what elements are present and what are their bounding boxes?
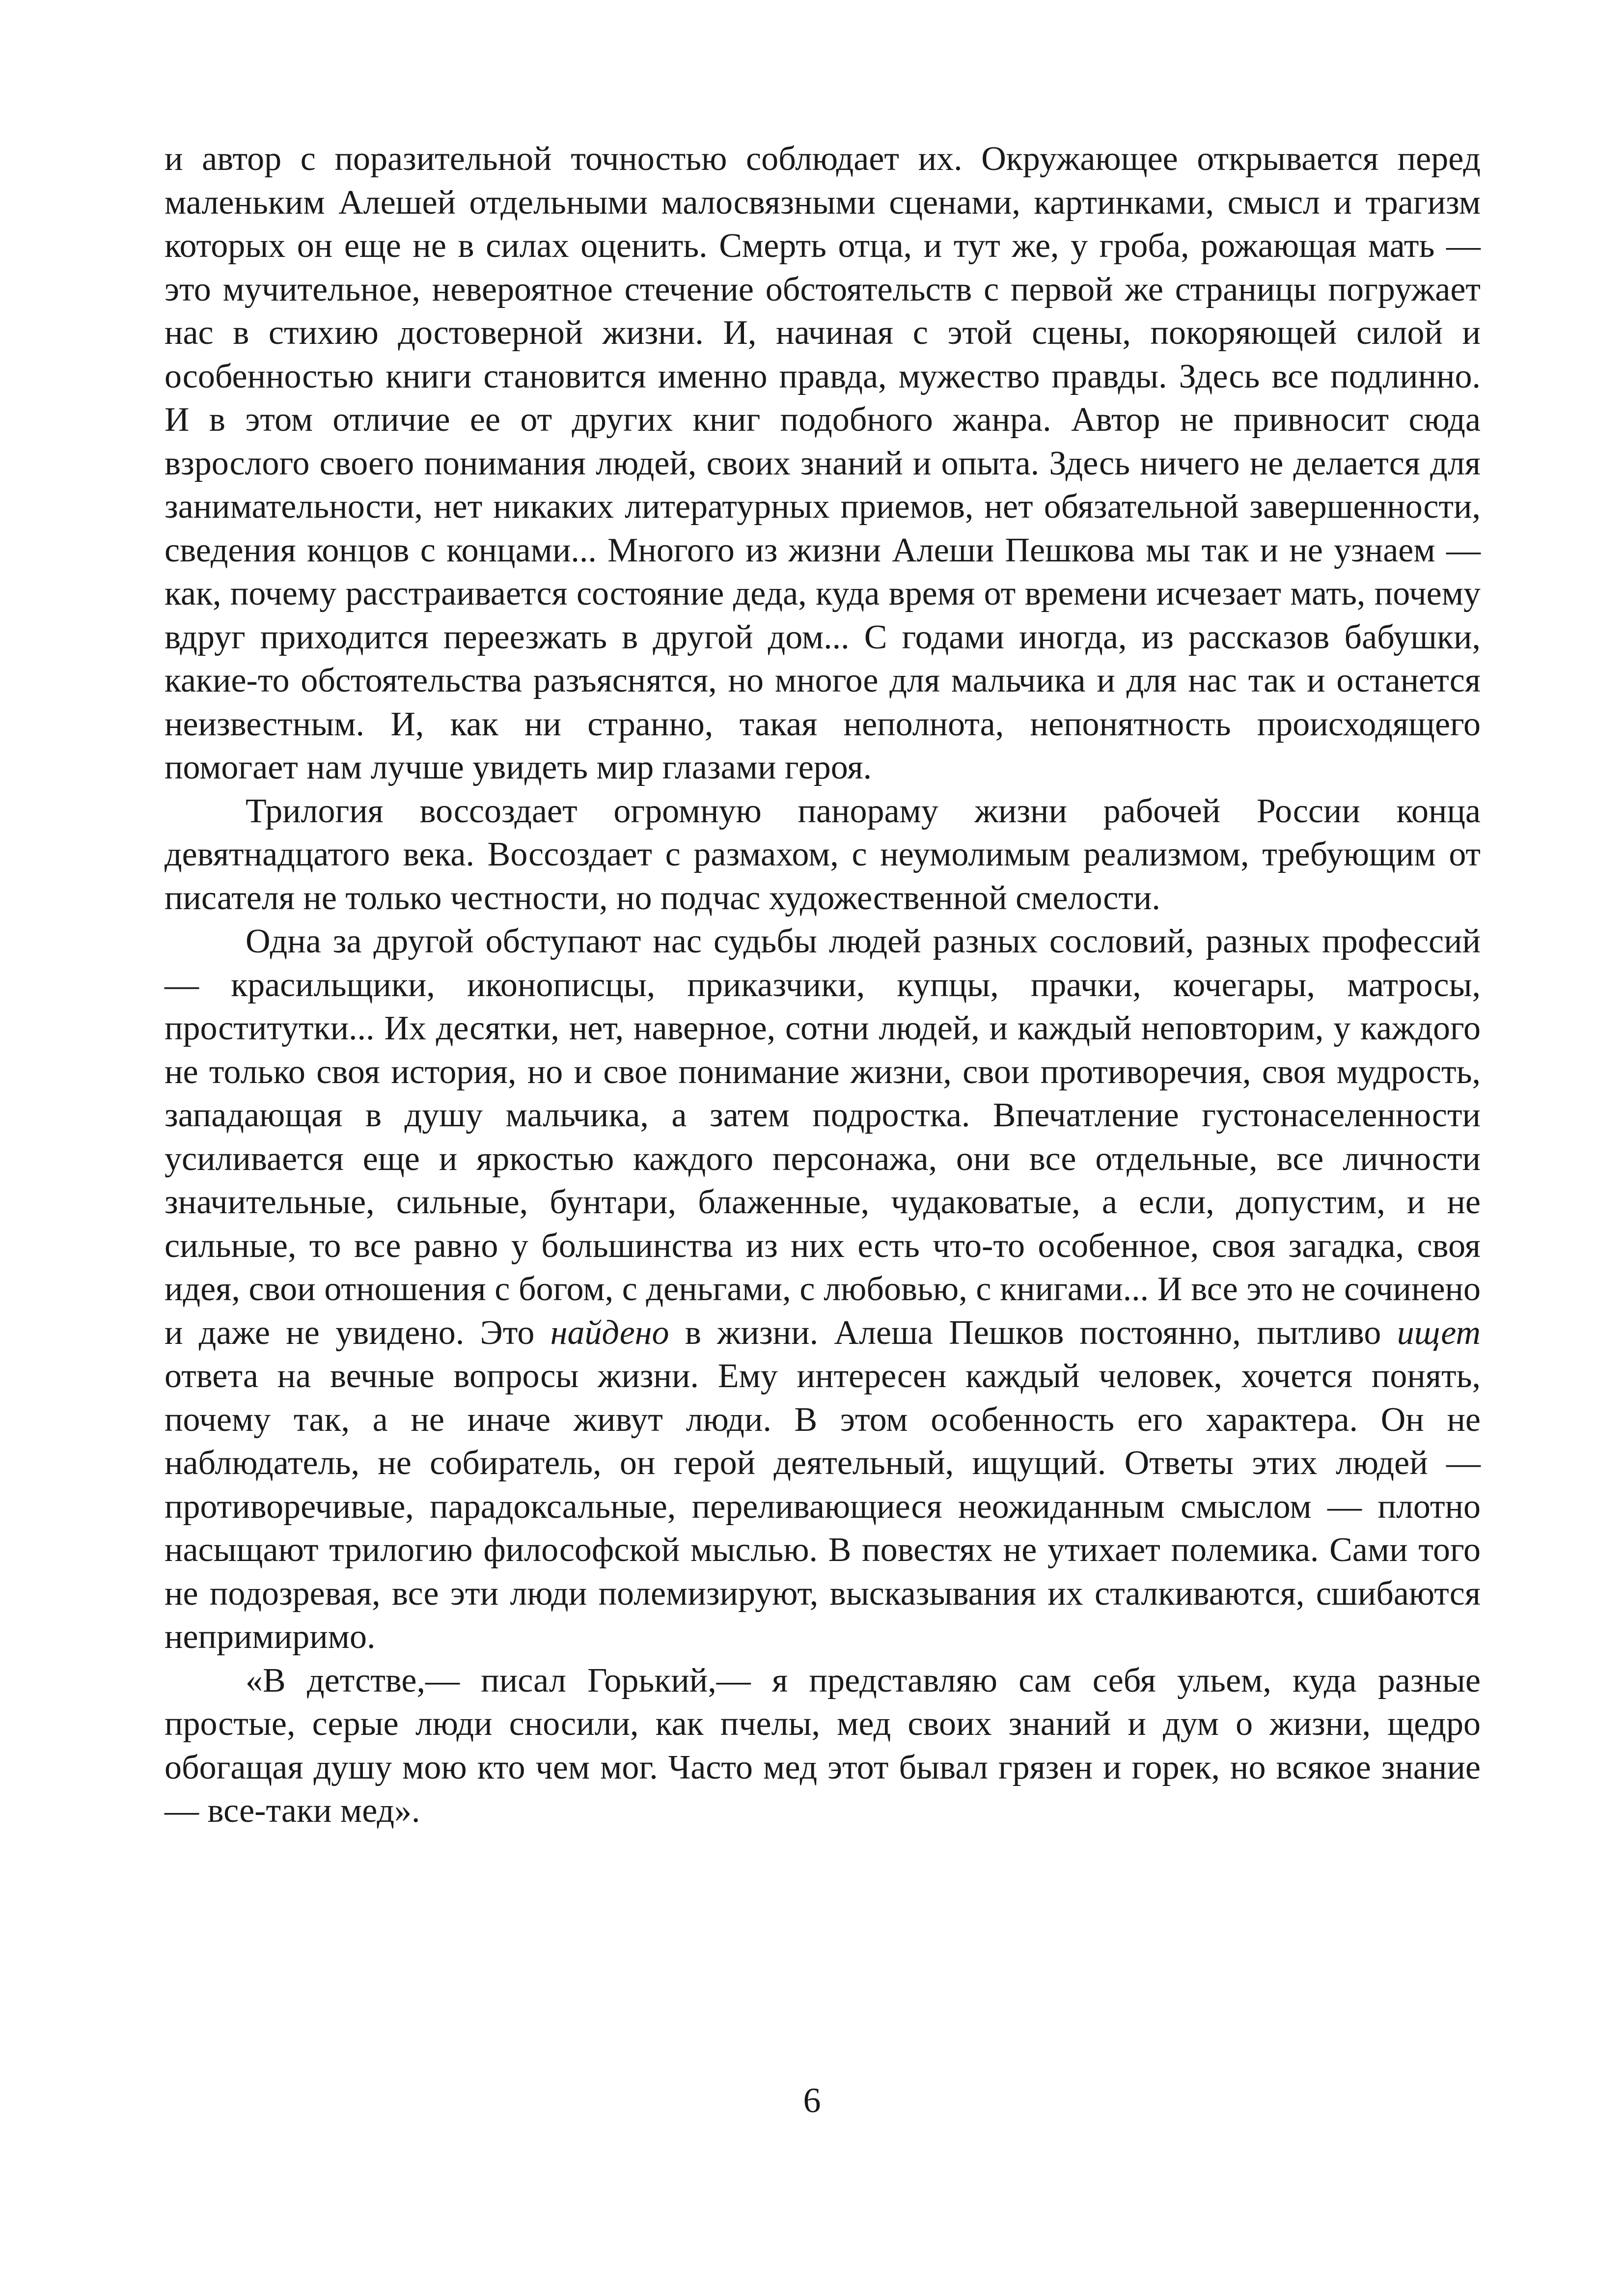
emphasis-naideno: найдено [550, 1313, 669, 1352]
paragraph-3 [165, 920, 1481, 1659]
emphasis-ishchet: ищет [1397, 1313, 1481, 1352]
paragraph-3-text-b: в жизни. Алеша Пешков постоянно, пытливо [669, 1313, 1397, 1352]
paragraph-2 [165, 790, 1481, 920]
page-number: 6 [803, 2081, 821, 2120]
paragraph-2-text: Трилогия воссоздает огромную панораму жизни рабочей России конца девятнадцатого века. Воссоздает с размахом, с неумолимым реализмом, требующим от писателя не только честности, но подчас художественной смелости. [165, 792, 1481, 917]
paragraph-3-text-a: Одна за другой обступают нас судьбы людей разных сословий, разных профессий — красильщики, иконописцы, приказчики, купцы, прачки, кочегары, матросы, проститутки... Их десятки, нет, наверное, сотни людей, и каждый неповторим, у каждого не только своя история, но и свое понимание жизни, свои противоречия, своя мудрость, западающая в душу мальчика, а затем подростка. Впечатление густонаселенности усиливается еще и яркостью каждого персонажа, они все отдельные, все личности значительные, сильные, бунтари, блаженные, чудаковатые, а если, допустим, и не сильные, то все равно у большинства из них есть что-то особенное, своя загадка, своя идея, свои отношения с богом, с деньгами, с любовью, с книгами... И все это не сочинено и даже не увидено. Это [165, 922, 1481, 1352]
paragraph-1 [165, 138, 1481, 790]
paragraph-3-text-c: ответа на вечные вопросы жизни. Ему интересен каждый человек, хочется понять, почему так, а не иначе живут люди. В этом особенность его характера. Он не наблюдатель, не собиратель, он герой деятельный, ищущий. Ответы этих людей — противоречивые, парадоксальные, переливающиеся неожиданным смыслом — плотно насыщают трилогию философской мыслью. В повестях не утихает полемика. Сами того не подозревая, все эти люди полемизируют, высказывания их сталкиваются, сшибаются непримиримо. [165, 1357, 1481, 1656]
page-body [165, 138, 1481, 1833]
paragraph-4-text: «В детстве,— писал Горький,— я представляю сам себя ульем, куда разные простые, серые люди сносили, как пчелы, мед своих знаний и дум о жизни, щедро обогащая душу мою кто чем мог. Часто мед этот бывал грязен и горек, но всякое знание — все-таки мед». [165, 1661, 1481, 1830]
paragraph-4-quote [165, 1659, 1481, 1833]
paragraph-1-text: и автор с поразительной точностью соблюдает их. Окружающее открывается перед маленьким Алешей отдельными малосвязными сценами, картинками, смысл и трагизм которых он еще не в силах оценить. Смерть отца, и тут же, у гроба, рожающая мать — это мучительное, невероятное стечение обстоятельств с первой же страницы погружает нас в стихию достоверной жизни. И, начиная с этой сцены, покоряющей силой и особенностью книги становится именно правда, мужество правды. Здесь все подлинно. И в этом отличие ее от других книг подобного жанра. Автор не привносит сюда взрослого своего понимания людей, своих знаний и опыта. Здесь ничего не делается для занимательности, нет никаких литературных приемов, нет обязательной завершенности, сведения концов с концами... Многого из жизни Алеши Пешкова мы так и не узнаем — как, почему расстраивается состояние деда, куда время от времени исчезает мать, почему вдруг приходится переезжать в другой дом... С годами иногда, из рассказов бабушки, какие-то обстоятельства разъяснятся, но многое для мальчика и для нас так и останется неизвестным. И, как ни странно, такая неполнота, непонятность происходящего помогает нам лучше увидеть мир глазами героя. [165, 140, 1481, 786]
